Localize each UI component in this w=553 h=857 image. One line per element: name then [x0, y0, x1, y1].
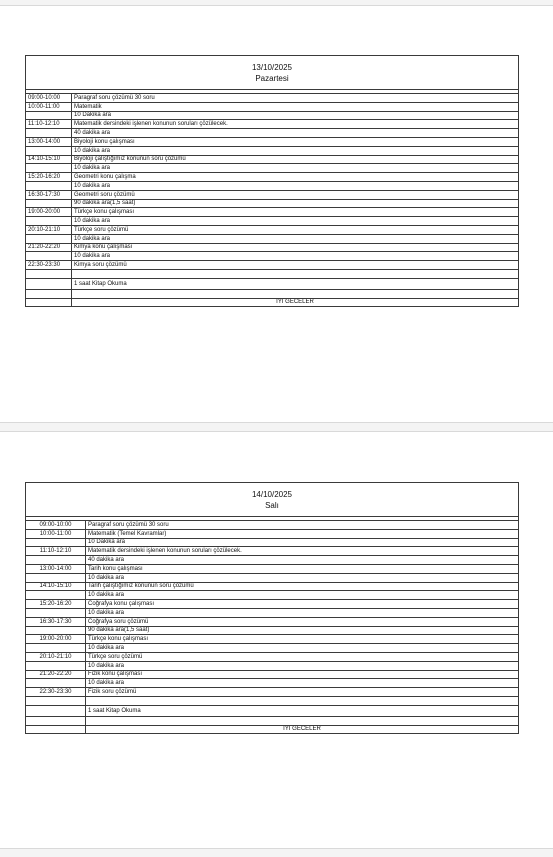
table-row	[26, 120, 519, 129]
time-cell: 20:10-21:10	[26, 652, 86, 661]
schedule-table-monday	[25, 55, 519, 307]
table-row	[26, 261, 519, 270]
table-row	[26, 564, 519, 573]
time-cell	[26, 644, 86, 653]
task-cell: Biyoloji çalıştığımız konunun soru çözümü	[72, 155, 519, 164]
time-cell	[26, 129, 72, 138]
task-cell: Türkçe konu çalışması	[72, 208, 519, 217]
empty-row	[26, 716, 519, 725]
table-row	[26, 600, 519, 609]
table-row	[26, 573, 519, 582]
task-cell: 10 dakika ara	[86, 679, 519, 688]
time-cell	[26, 538, 86, 547]
time-cell: 16:30-17:30	[26, 190, 72, 199]
task-cell: 90 dakika ara(1,5 saat)	[72, 199, 519, 208]
table-row	[26, 608, 519, 617]
task-cell: Fizik konu çalışması	[86, 670, 519, 679]
reading-cell: 1 saat Kitap Okuma	[72, 278, 519, 289]
table-row	[26, 679, 519, 688]
time-cell	[26, 164, 72, 173]
task-cell: 10 dakika ara	[86, 591, 519, 600]
schedule-day: Salı	[265, 500, 279, 510]
task-cell: Matematik (Temel Kavramlar)	[86, 529, 519, 538]
table-row	[26, 146, 519, 155]
task-cell: 90 dakika ara(1,5 saat)	[86, 626, 519, 635]
time-cell: 10:00-11:00	[26, 529, 86, 538]
table-row	[26, 670, 519, 679]
reading-row	[26, 705, 519, 716]
time-cell	[26, 217, 72, 226]
time-cell	[26, 181, 72, 190]
empty-row	[26, 289, 519, 298]
time-cell: 20:10-21:10	[26, 225, 72, 234]
table-row	[26, 208, 519, 217]
table-row	[26, 626, 519, 635]
table-row	[26, 582, 519, 591]
schedule-title-cell	[26, 483, 519, 517]
task-cell: 10 dakika ara	[72, 181, 519, 190]
goodnight-row	[26, 298, 519, 307]
schedule-header	[26, 483, 519, 517]
task-cell: Paragraf soru çözümü 30 soru	[72, 94, 519, 103]
time-cell	[26, 234, 72, 243]
time-cell	[26, 591, 86, 600]
table-row	[26, 102, 519, 111]
time-cell: 15:20-16:20	[26, 173, 72, 182]
table-row	[26, 243, 519, 252]
table-row	[26, 644, 519, 653]
goodnight-row	[26, 725, 519, 734]
task-cell: 10 dakika ara	[72, 217, 519, 226]
task-cell: Matematik dersindeki işlenen konunun soruları çözülecek.	[86, 547, 519, 556]
task-cell: Kimya soru çözümü	[72, 261, 519, 270]
time-cell: 11:10-12:10	[26, 547, 86, 556]
task-cell: 10 dakika ara	[86, 661, 519, 670]
table-row	[26, 234, 519, 243]
time-cell: 13:00-14:00	[26, 137, 72, 146]
task-cell: 10 dakika ara	[72, 252, 519, 261]
task-cell: 40 dakika ara	[86, 556, 519, 565]
task-cell: Tarih konu çalışması	[86, 564, 519, 573]
task-cell: Türkçe konu çalışması	[86, 635, 519, 644]
time-cell: 16:30-17:30	[26, 617, 86, 626]
schedule-table-tuesday	[25, 482, 519, 734]
task-cell: Coğrafya soru çözümü	[86, 617, 519, 626]
time-cell: 15:20-16:20	[26, 600, 86, 609]
table-row	[26, 591, 519, 600]
table-row	[26, 137, 519, 146]
table-row	[26, 661, 519, 670]
time-cell: 14:10-15:10	[26, 582, 86, 591]
time-cell	[26, 252, 72, 261]
task-cell: Coğrafya konu çalışması	[86, 600, 519, 609]
time-cell: 09:00-10:00	[26, 521, 86, 530]
time-cell: 14:10-15:10	[26, 155, 72, 164]
task-cell: Geometri soru çözümü	[72, 190, 519, 199]
page-1	[0, 5, 553, 423]
task-cell: Kimya konu çalışması	[72, 243, 519, 252]
table-row	[26, 529, 519, 538]
table-row	[26, 617, 519, 626]
task-cell: 10 dakika ara	[86, 608, 519, 617]
task-cell: Fizik soru çözümü	[86, 688, 519, 697]
table-row	[26, 129, 519, 138]
task-cell: Türkçe soru çözümü	[86, 652, 519, 661]
table-row	[26, 652, 519, 661]
schedule-day: Pazartesi	[255, 73, 289, 83]
time-cell	[26, 626, 86, 635]
task-cell: 10 Dakika ara	[86, 538, 519, 547]
time-cell	[26, 661, 86, 670]
table-row	[26, 181, 519, 190]
table-row	[26, 190, 519, 199]
table-row	[26, 252, 519, 261]
table-row	[26, 217, 519, 226]
page-2	[0, 431, 553, 849]
empty-row	[26, 696, 519, 705]
time-cell	[26, 199, 72, 208]
time-cell: 13:00-14:00	[26, 564, 86, 573]
table-row	[26, 199, 519, 208]
time-cell	[26, 679, 86, 688]
task-cell: 10 dakika ara	[86, 644, 519, 653]
task-cell: 10 dakika ara	[72, 146, 519, 155]
task-cell: 10 Dakika ara	[72, 111, 519, 120]
table-row	[26, 173, 519, 182]
task-cell: Türkçe soru çözümü	[72, 225, 519, 234]
table-row	[26, 635, 519, 644]
table-row	[26, 111, 519, 120]
task-cell: Geometri konu çalışma	[72, 173, 519, 182]
task-cell: Matematik	[72, 102, 519, 111]
table-row	[26, 538, 519, 547]
schedule-header	[26, 56, 519, 90]
table-row	[26, 225, 519, 234]
time-cell: 10:00-11:00	[26, 102, 72, 111]
schedule-title-cell	[26, 56, 519, 90]
task-cell: 10 dakika ara	[86, 573, 519, 582]
time-cell	[26, 573, 86, 582]
table-row	[26, 547, 519, 556]
task-cell: Biyoloji konu çalışması	[72, 137, 519, 146]
goodnight-cell: İYİ GECELER	[72, 298, 519, 307]
table-row	[26, 164, 519, 173]
time-cell: 09:00-10:00	[26, 94, 72, 103]
time-cell: 22:30-23:30	[26, 688, 86, 697]
reading-cell: 1 saat Kitap Okuma	[86, 705, 519, 716]
task-cell: 10 dakika ara	[72, 234, 519, 243]
task-cell: 40 dakika ara	[72, 129, 519, 138]
time-cell: 19:00-20:00	[26, 208, 72, 217]
goodnight-cell: İYİ GECELER	[86, 725, 519, 734]
time-cell	[26, 111, 72, 120]
task-cell: Paragraf soru çözümü 30 soru	[86, 521, 519, 530]
task-cell: Matematik dersindeki işlenen konunun soruları çözülecek.	[72, 120, 519, 129]
time-cell: 21:20-22:20	[26, 670, 86, 679]
schedule-date: 13/10/2025	[251, 62, 293, 72]
time-cell	[26, 556, 86, 565]
time-cell	[26, 146, 72, 155]
task-cell: 10 dakika ara	[72, 164, 519, 173]
schedule-date: 14/10/2025	[251, 489, 293, 499]
time-cell	[26, 608, 86, 617]
time-cell: 21:20-22:20	[26, 243, 72, 252]
time-cell: 11:10-12:10	[26, 120, 72, 129]
table-row	[26, 556, 519, 565]
table-row	[26, 155, 519, 164]
task-cell: Tarih çalıştığımız konunun soru çözümü	[86, 582, 519, 591]
empty-row	[26, 269, 519, 278]
reading-row	[26, 278, 519, 289]
time-cell: 19:00-20:00	[26, 635, 86, 644]
table-row	[26, 521, 519, 530]
table-row	[26, 688, 519, 697]
time-cell: 22:30-23:30	[26, 261, 72, 270]
table-row	[26, 94, 519, 103]
